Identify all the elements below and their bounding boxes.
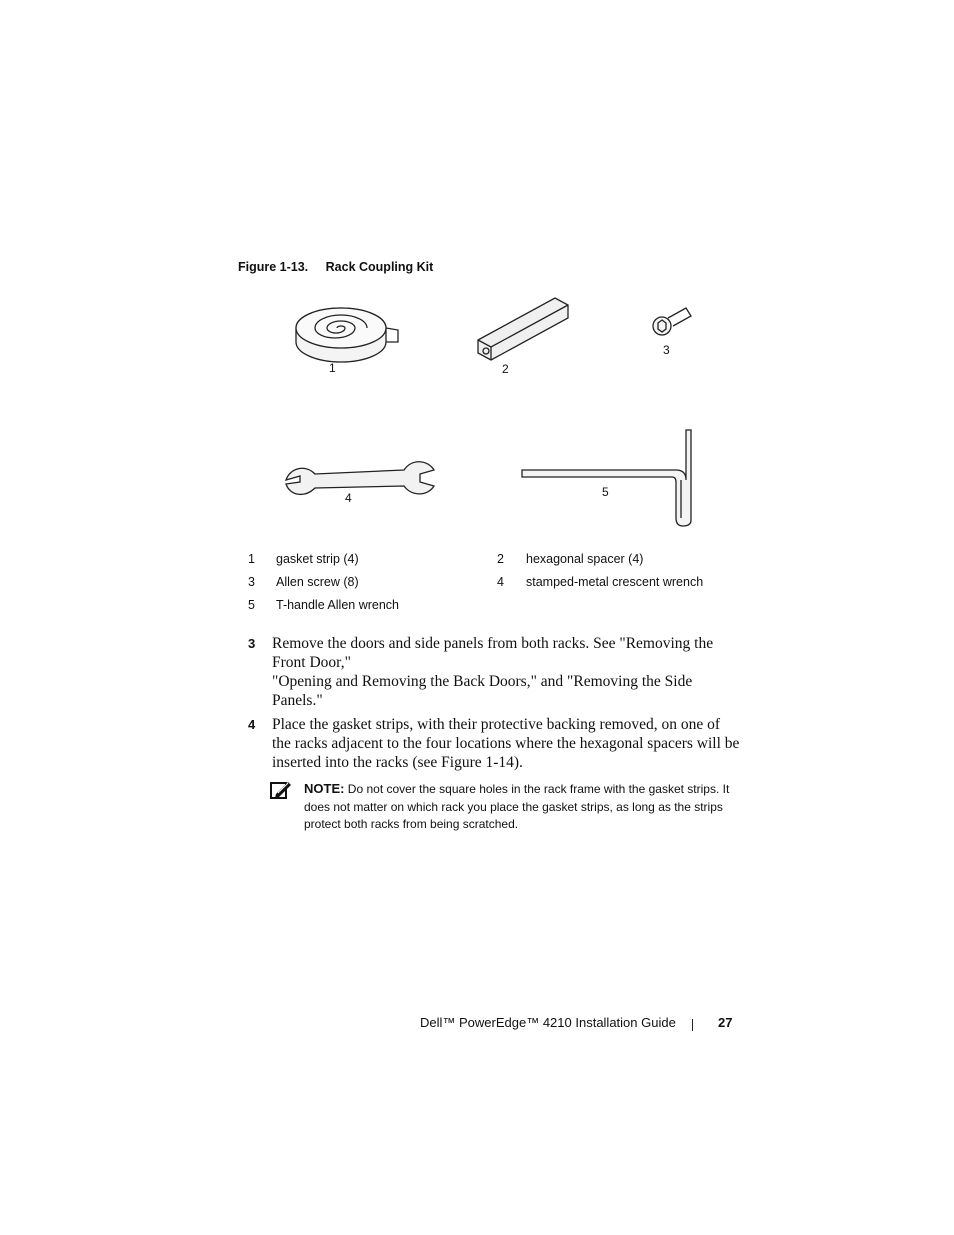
gasket-strip-icon bbox=[296, 308, 398, 362]
t-handle-allen-wrench-icon bbox=[522, 430, 691, 526]
callout-5: 5 bbox=[602, 485, 609, 499]
callout-3: 3 bbox=[663, 343, 670, 357]
figure-label: Figure 1-13. bbox=[238, 260, 309, 274]
legend-row bbox=[248, 575, 738, 598]
step-number: 3 bbox=[248, 636, 256, 651]
step-4 bbox=[248, 715, 740, 772]
page-number: 27 bbox=[718, 1015, 733, 1030]
hexagonal-spacer-icon bbox=[478, 298, 568, 360]
legend-text: hexagonal spacer (4) bbox=[526, 552, 644, 566]
legend-text: gasket strip (4) bbox=[276, 552, 359, 566]
legend-text: T-handle Allen wrench bbox=[276, 598, 399, 612]
page-footer bbox=[420, 1015, 733, 1030]
note-pencil-icon bbox=[270, 780, 292, 800]
legend-text: Allen screw (8) bbox=[276, 575, 359, 589]
legend-num: 5 bbox=[248, 598, 255, 612]
legend-num: 2 bbox=[497, 552, 504, 566]
crescent-wrench-icon bbox=[286, 462, 434, 495]
note-box bbox=[270, 780, 740, 834]
legend-num: 4 bbox=[497, 575, 504, 589]
step-text: "Opening and Removing the Back Doors," and "Removing the Side Panels." bbox=[272, 673, 693, 709]
legend-num: 3 bbox=[248, 575, 255, 589]
allen-screw-icon bbox=[653, 308, 691, 335]
figure-legend bbox=[248, 552, 738, 621]
legend-text: stamped-metal crescent wrench bbox=[526, 575, 704, 589]
note-text: Do not cover the square holes in the rack frame with the gasket strips. It does not matter on which rack you place the gasket strips, as long as the strips protect both racks from being scratched. bbox=[304, 782, 730, 831]
footer-separator bbox=[692, 1019, 693, 1031]
callout-1: 1 bbox=[329, 361, 336, 375]
step-3 bbox=[248, 634, 740, 710]
callout-2: 2 bbox=[502, 362, 509, 376]
step-number: 4 bbox=[248, 717, 256, 732]
note-label: NOTE: bbox=[304, 781, 345, 796]
footer-title: Dell™ PowerEdge™ 4210 Installation Guide bbox=[420, 1015, 676, 1030]
step-text: Remove the doors and side panels from both racks. See "Removing the Front Door," bbox=[272, 635, 714, 671]
figure-title: Rack Coupling Kit bbox=[325, 260, 434, 274]
legend-num: 1 bbox=[248, 552, 255, 566]
legend-row bbox=[248, 598, 738, 621]
legend-row bbox=[248, 552, 738, 575]
step-text: Place the gasket strips, with their protective backing removed, on one of the racks adjacent to the four locations where the hexagonal spacers will be inserted into the racks (see Figure 1-14). bbox=[272, 716, 740, 771]
rack-coupling-kit-illustration bbox=[0, 0, 954, 560]
callout-4: 4 bbox=[345, 491, 352, 505]
